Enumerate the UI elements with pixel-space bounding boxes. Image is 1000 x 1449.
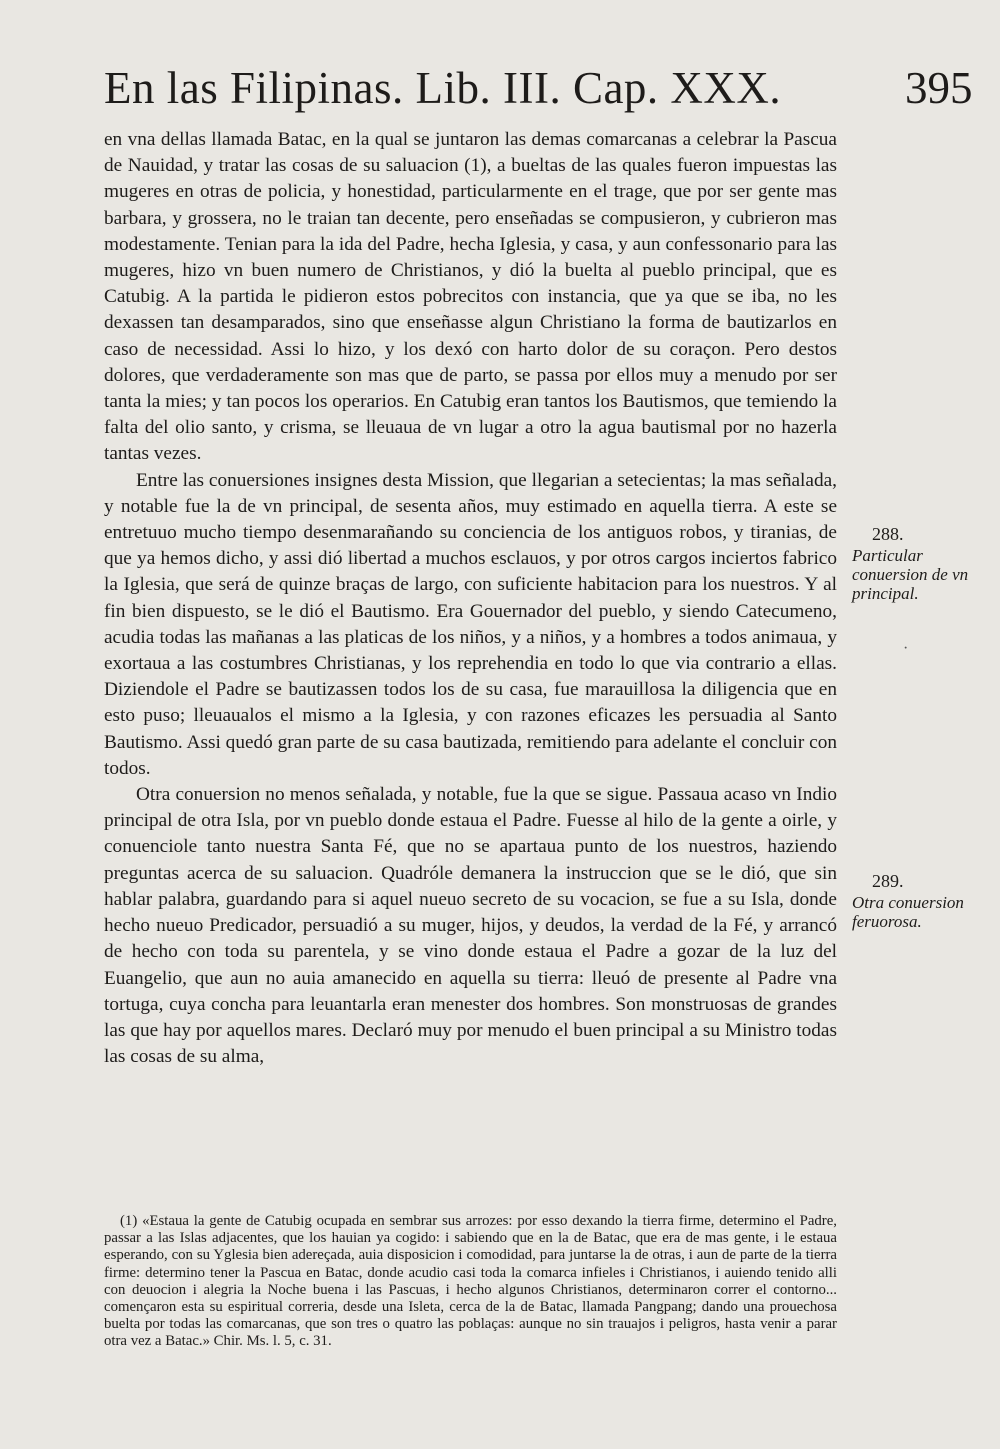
body-text	[104, 127, 837, 1070]
paragraph-continuation: en vna dellas llamada Batac, en la qual se juntaron las demas comarcanas a celebrar la Pascua de Nauidad, y tratar las cosas de su saluacion (1), a bueltas de las quales fueron impuestas las mugeres en otras de policia, y honestidad, particularmente en el trage, que por ser gente mas barbara, y grossera, no le traian tan decente, pero enseñadas se compusieron, y cubrieron mas modestamente. Tenian para la ida del Padre, hecha Iglesia, y casa, y aun confessonario para las mugeres, hizo vn buen numero de Christianos, y dió la buelta al pueblo principal, que es Catubig. A la partida le pidieron estos pobrecitos con instancia, que ya que se iba, no les dexassen tan desamparados, sino que enseñasse algun Christiano la forma de bautizarlos en caso de necessidad. Assi lo hizo, y los dexó con harto dolor de su coraçon. Pero destos dolores, que verdaderamente son mas que de parto, se passa por ellos muy a menudo por ser tanta la mies; y tan pocos los operarios. En Catubig eran tantos los Bautismos, que temiendo la falta del olio santo, y crisma, se lleuaua de vn lugar a otro la agua bautismal por no hazerla tantas vezes.	[104, 129, 837, 465]
margin-note-number: 288.	[872, 524, 904, 544]
ink-speck: ·	[903, 640, 909, 657]
margin-note-text: Otra conuersion feruorosa.	[852, 893, 964, 931]
paragraph-288: Entre las conuersiones insignes desta Mission, que llegarian a setecientas; la mas señalada, y notable fue la de vn principal, de sesenta años, muy estimado en aquella tierra. A este se entretuuo mucho tiempo desenmarañando su conciencia de los antiguos robos, y tiranias, de que ya hemos dicho, y assi dió libertad a muchos esclauos, y por otros cargos inciertos fabrico la Iglesia, que será de quinze braças de largo, con suficiente habitacion para los nuestros. Y al fin bien dispuesto, se le dió el Bautismo. Era Gouernador del pueblo, y siendo Catecumeno, acudia todas las mañanas a las platicas de los niños, y a niños, y a hombres a todos animaua, y exortaua a las costumbres Christianas, y los reprehendia en todo lo que via contrario a ellas. Diziendole el Padre se bautizassen todos los de su casa, fue marauillosa la diligencia que en esto puso; lleuaualos el mismo a la Iglesia, y con razones eficazes les persuadia al Santo Bautismo. Assi quedó gran parte de su casa bautizada, remitiendo para adelante el concluir con todos.	[104, 469, 837, 779]
margin-note-289	[852, 872, 992, 931]
running-title: En las Filipinas. Lib. III. Cap. XXX.	[104, 63, 782, 113]
margin-note-288	[852, 525, 992, 603]
paragraph-289: Otra conuersion no menos señalada, y notable, fue la que se sigue. Passaua acaso vn Indio principal de otra Isla, por vn pueblo donde estaua el Padre. Fuesse al hilo de la gente a oirle, y conuenciole tanto nuestra Santa Fé, que no se apartaua punto de los nuestros, haziendo preguntas acerca de su saluacion. Quadróle demanera la instruccion que se le dió, que sin hablar palabra, guardando para si aquel nueuo secreto de su vocacion, se fue a su Isla, donde hecho nueuo Predicador, persuadió a su muger, hijos, y deudos, la verdad de la Fé, y arrancó de hecho con toda su parentela, y se vino donde estaua el Padre a gozar de la luz del Euangelio, que aun no auia amanecido en aquella su tierra: lleuó de presente al Padre vna tortuga, cuya concha para leuantarla eran menester dos hombres. Son monstruosas de grandes las que hay por aquellos mares. Declaró muy por menudo el buen principal a su Ministro todas las cosas de su alma,	[104, 784, 837, 1068]
footnote-text: (1) «Estaua la gente de Catubig ocupada en sembrar sus arrozes: por esso dexando la tierra firme, determino el Padre, passar a las Islas adjacentes, que los hauian ya cogido: i sabiendo que en la de Batac, que era de mas gente, i le estaua esperando, con su Yglesia bien adereçada, auia disposicion i comodidad, para juntarse la de otras, i aun de parte de la tierra firme: determino tener la Pascua en Batac, donde acudio casi toda la comarca infieles i Christianos, i auiendo tenido alli con deuocion i alegria la Noche buena i las Pascuas, i hecho algunos Christianos, determinaron correr el contorno... començaron esta su espiritual correria, desde una Isleta, cerca de la de Batac, llamada Pangpang; dando una prouechosa buelta por todas las comarcanas, que son tres o quatro las poblaças: aunque no sin trauajos i peligros, hasta venir a parar otra vez a Batac.» Chir. Ms. l. 5, c. 31.	[104, 1213, 837, 1350]
margin-note-text: Particular conuersion de vn principal.	[852, 546, 969, 603]
footnote	[104, 1213, 837, 1351]
page-number: 395	[905, 63, 973, 113]
margin-note-number: 289.	[872, 871, 904, 891]
